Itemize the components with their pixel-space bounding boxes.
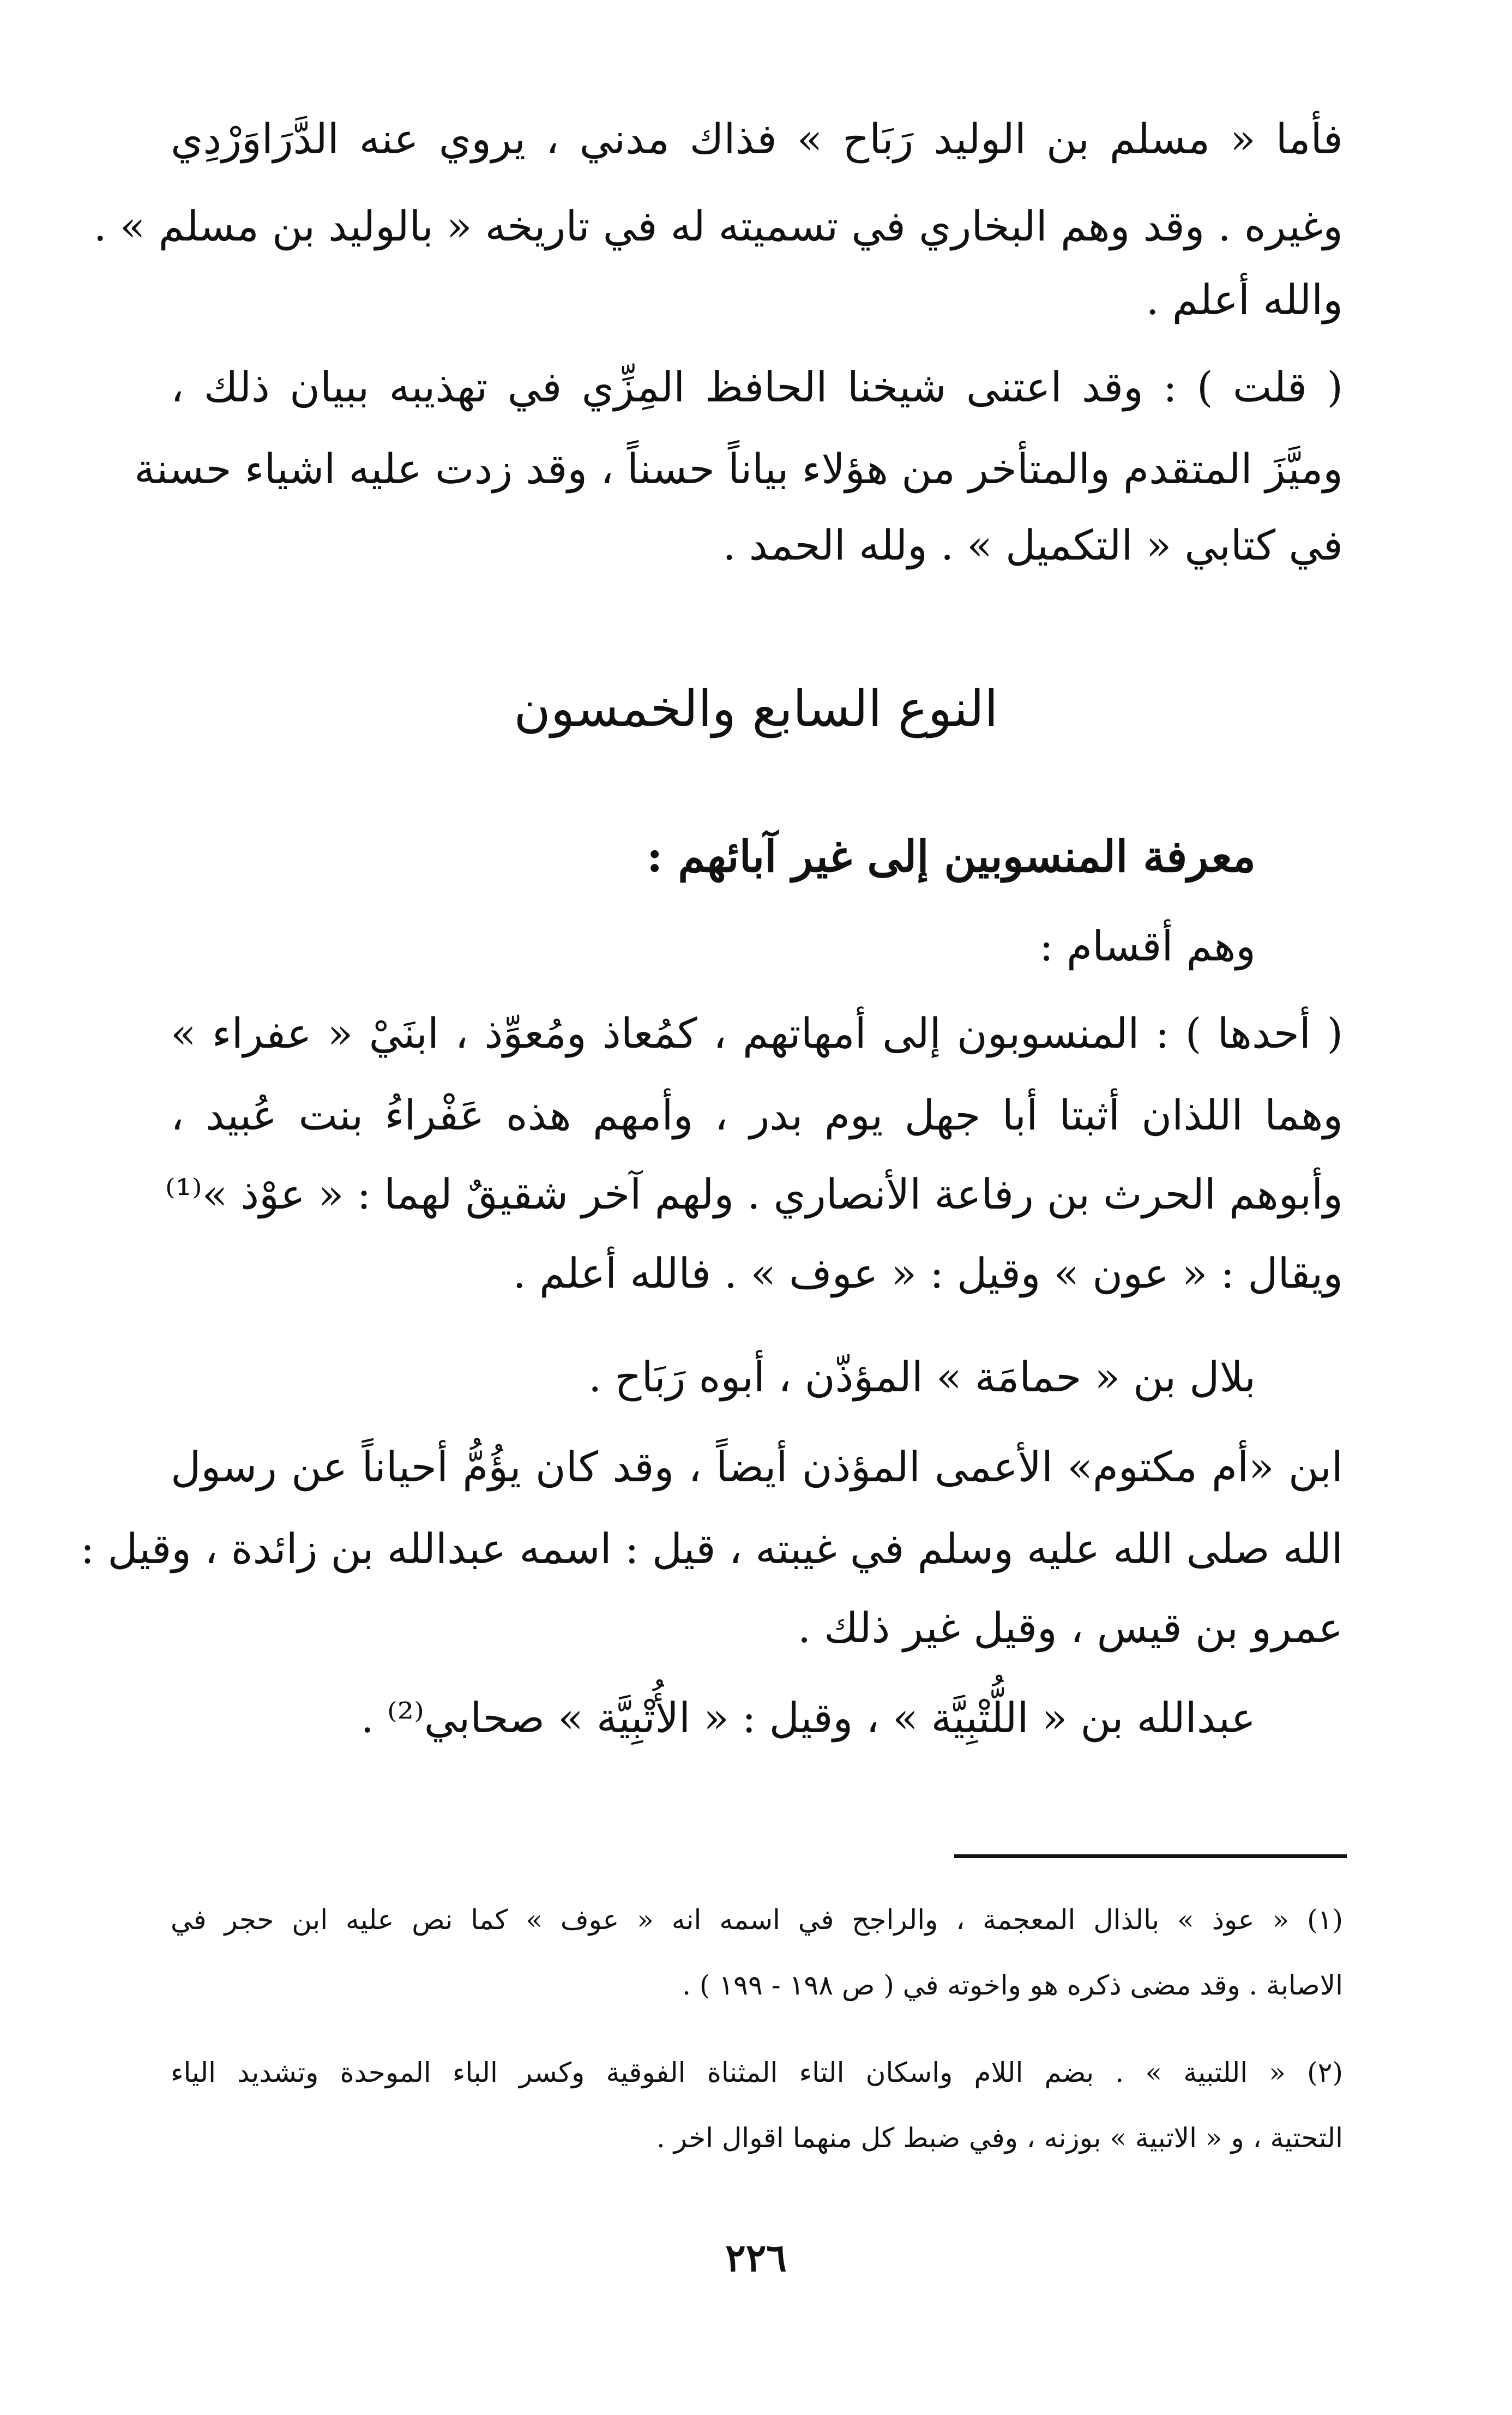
text-line: ( قلت ) : وقد اعتنى شيخنا الحافظ المِزِّي في تهذيبه ببيان ذلك ، <box>171 363 1343 411</box>
footnote-line: التحتية ، و « الاتبية » بوزنه ، وفي ضبط كل منهما اقوال اخر . <box>656 2122 1343 2154</box>
text-line: ( أحدها ) : المنسوبون إلى أمهاتهم ، كمُعاذ ومُعوِّذ ، ابنَيْ « عفراء » <box>171 1009 1343 1058</box>
text-line: وأبوهم الحرث بن رفاعة الأنصاري . ولهم آخر شقيقٌ لهما : « عوْذ »⁽¹⁾ <box>165 1170 1343 1218</box>
text-line: والله أعلم . <box>1146 275 1343 324</box>
text-line: الله صلى الله عليه وسلم في غيبته ، قيل : اسمه عبدالله بن زائدة ، وقيل : <box>80 1524 1343 1573</box>
text-line: بلال بن « حمامَة » المؤذّن ، أبوه رَبَاح . <box>588 1353 1256 1401</box>
text-line: وهم أقسام : <box>1039 922 1256 970</box>
text-line: ويقال : « عون » وقيل : « عوف » . فالله أعلم . <box>513 1249 1343 1297</box>
text-line: فأما « مسلم بن الوليد رَبَاح » فذاك مدني ، يروي عنه الدَّرَاوَرْدِي <box>171 115 1343 163</box>
text-line: وميَّزَ المتقدم والمتأخر من هؤلاء بياناً حسناً ، وقد زدت عليه اشياء حسنة <box>134 444 1343 493</box>
text-line: عبدالله بن « اللُّتْبِيَّة » ، وقيل : « الأُتْبِيَّة » صحابي⁽²⁾ . <box>360 1693 1256 1742</box>
footnote-line: الاصابة . وقد مضى ذكره هو واخوته في ( ص ١٩٨ - ١٩٩ ) . <box>682 1969 1343 2001</box>
footnote-line: (١) « عوذ » بالذال المعجمة ، والراجح في اسمه انه « عوف » كما نص عليه ابن حجر في <box>171 1904 1343 1936</box>
text-line: وهما اللذان أثبتا أبا جهل يوم بدر ، وأمهم هذه عَفْراءُ بنت عُبيد ، <box>171 1091 1343 1139</box>
section-subheading: معرفة المنسوبين إلى غير آبائهم : <box>646 831 1256 882</box>
page-number: ٢٢٦ <box>725 2235 787 2280</box>
text-line: عمرو بن قيس ، وقيل غير ذلك . <box>797 1603 1343 1652</box>
text-line: في كتابي « التكميل » . ولله الحمد . <box>722 521 1343 569</box>
footnote-separator <box>954 1854 1347 1858</box>
text-line: وغيره . وقد وهم البخاري في تسميته له في تاريخه « بالوليد بن مسلم » . <box>93 202 1343 250</box>
text-line: ابن «أم مكتوم» الأعمى المؤذن أيضاً ، وقد كان يؤُمُّ أحياناً عن رسول <box>171 1443 1343 1491</box>
footnote-line: (٢) « اللتبية » . بضم اللام واسكان التاء المثناة الفوقية وكسر الباء الموحدة وتشديد الياء <box>171 2057 1343 2088</box>
section-heading: النوع السابع والخمسون <box>514 680 998 738</box>
